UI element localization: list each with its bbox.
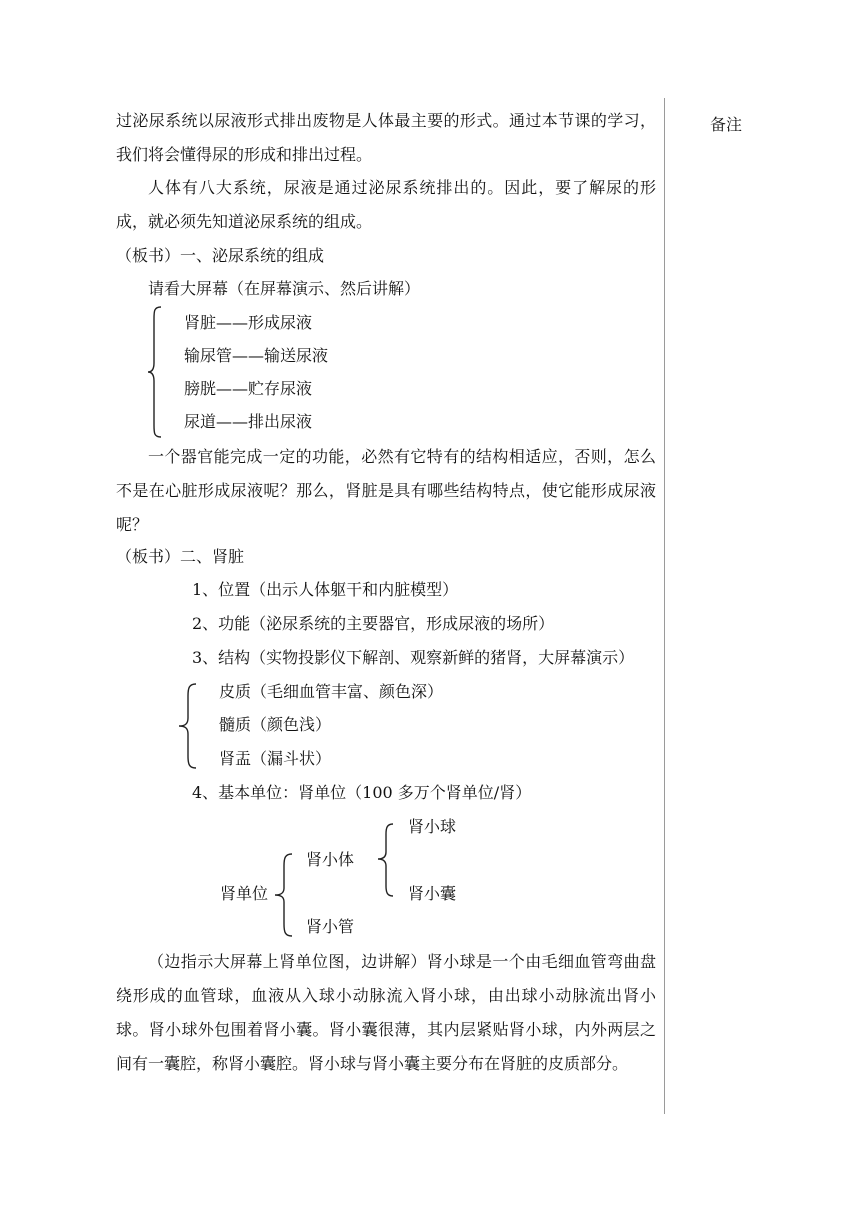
kidney-point: 2、功能（泌尿系统的主要器官，形成尿液的场所） bbox=[192, 614, 555, 633]
nephron-glomerulus: 肾小球 bbox=[408, 817, 457, 836]
screen-demo-line: 请看大屏幕（在屏幕演示、然后讲解） bbox=[148, 279, 421, 298]
board-heading-1: （板书）一、泌尿系统的组成 bbox=[116, 246, 325, 265]
basic-unit-line: 4、基本单位：肾单位（100 多万个肾单位/肾） bbox=[192, 783, 532, 802]
organs-brace bbox=[146, 305, 164, 439]
column-divider bbox=[664, 98, 665, 1114]
nephron-root: 肾单位 bbox=[220, 884, 269, 903]
intro-paragraph: 过泌尿系统以尿液形式排出废物是人体最主要的形式。通过本节课的学习，我们将会懂得尿的形成和排出过程。 bbox=[116, 111, 656, 164]
organ-function-paragraph: 一个器官能完成一定的功能，必然有它特有的结构相适应，否则，怎么不是在心脏形成尿液呢？那么，肾脏是具有哪些结构特点，使它能形成尿液呢？ bbox=[116, 447, 656, 534]
organ-item: 膀胱——贮存尿液 bbox=[184, 379, 313, 398]
nephron-brace bbox=[272, 852, 296, 938]
organ-item: 肾脏——形成尿液 bbox=[184, 313, 313, 332]
structure-item: 肾盂（漏斗状） bbox=[219, 749, 332, 768]
structure-item: 髓质（颜色浅） bbox=[219, 715, 332, 734]
organ-item: 输尿管——输送尿液 bbox=[184, 346, 329, 365]
nephron-corpuscle: 肾小体 bbox=[306, 850, 355, 869]
eight-systems-paragraph: 人体有八大系统，尿液是通过泌尿系统排出的。因此，要了解尿的形成，就必须先知道泌尿系统的组成。 bbox=[116, 178, 656, 231]
board-heading-2: （板书）二、肾脏 bbox=[116, 547, 245, 566]
structure-item: 皮质（毛细血管丰富、颜色深） bbox=[219, 682, 444, 701]
structure-brace bbox=[176, 680, 200, 772]
kidney-point: 1、位置（出示人体躯干和内脏模型） bbox=[192, 580, 459, 599]
organ-item: 尿道——排出尿液 bbox=[184, 412, 313, 431]
corpuscle-brace bbox=[375, 822, 397, 898]
side-note-label: 备注 bbox=[710, 115, 743, 134]
kidney-point: 3、结构（实物投影仪下解剖、观察新鲜的猪肾，大屏幕演示） bbox=[192, 648, 635, 667]
glomerulus-paragraph: （边指示大屏幕上肾单位图，边讲解）肾小球是一个由毛细血管弯曲盘绕形成的血管球，血液从入球小动脉流入肾小球，由出球小动脉流出肾小球。肾小球外包围着肾小囊。肾小囊很薄，其内层紧贴肾小球，内外两层之间有一囊腔，称肾小囊腔。肾小球与肾小囊主要分布在肾脏的皮质部分。 bbox=[116, 952, 656, 1073]
nephron-capsule: 肾小囊 bbox=[408, 884, 457, 903]
nephron-tubule: 肾小管 bbox=[306, 917, 355, 936]
